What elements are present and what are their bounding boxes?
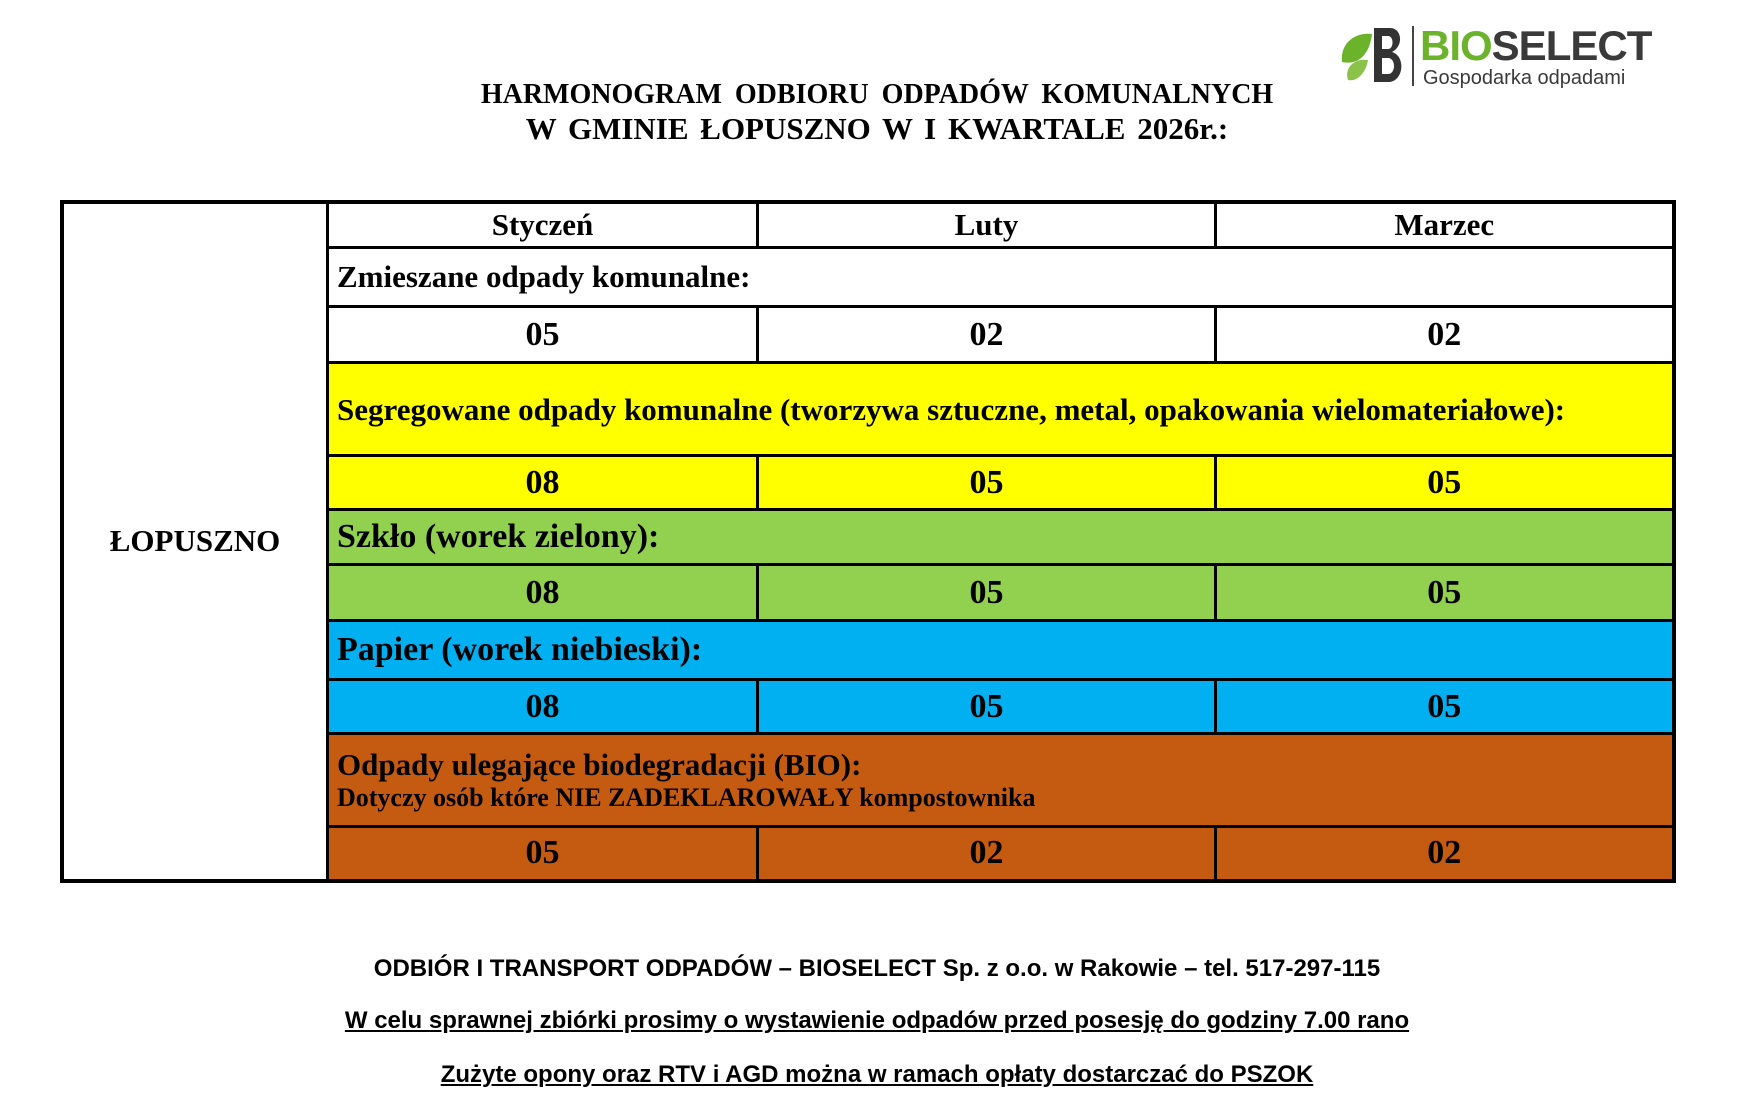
pickup-day: 08 [328, 565, 758, 621]
pickup-day: 05 [328, 827, 758, 881]
logo-brand-name: BIOSELECT [1420, 22, 1652, 69]
pickup-day: 05 [1216, 456, 1674, 510]
pickup-day: 05 [758, 680, 1216, 734]
month-header: Styczeń [328, 202, 758, 248]
page-title-line1: HARMONOGRAM ODBIORU ODPADÓW KOMUNALNYCH [480, 79, 1274, 110]
logo-divider [1412, 26, 1414, 86]
pickup-day: 05 [758, 456, 1216, 510]
category-label: Zmieszane odpady komunalne: [328, 248, 1674, 307]
category-label: Szkło (worek zielony): [328, 510, 1674, 565]
pickup-day: 08 [328, 680, 758, 734]
category-sublabel: Dotyczy osób które NIE ZADEKLAROWAŁY kompostownika [337, 783, 1036, 812]
pickup-day: 05 [328, 307, 758, 363]
logo-tagline: Gospodarka odpadami [1423, 67, 1626, 89]
footer-notice: W celu sprawnej zbiórki prosimy o wystawienie odpadów przed posesję do godziny 7.00 rano [344, 1007, 1410, 1034]
pickup-day: 05 [1216, 680, 1674, 734]
month-header-row [62, 202, 1674, 248]
schedule-table [60, 200, 1676, 883]
category-label: Segregowane odpady komunalne (tworzywa sztuczne, metal, opakowania wielomateriałowe): [328, 363, 1674, 456]
pickup-day: 02 [1216, 827, 1674, 881]
page-title-line2: W GMINIE ŁOPUSZNO W I KWARTALE 2026r.: [525, 111, 1229, 146]
pickup-day: 05 [758, 565, 1216, 621]
category-label: Odpady ulegające biodegradacji (BIO): [337, 747, 862, 782]
pickup-day: 08 [328, 456, 758, 510]
footer-pszok-info: Zużyte opony oraz RTV i AGD można w ramach opłaty dostarczać do PSZOK [440, 1061, 1314, 1088]
footer-contact: ODBIÓR I TRANSPORT ODPADÓW – BIOSELECT Sp. z o.o. w Rakowie – tel. 517-297-115 [373, 955, 1381, 982]
pickup-day: 02 [758, 307, 1216, 363]
category-label-cell [328, 734, 1674, 827]
pickup-day: 05 [1216, 565, 1674, 621]
month-header: Marzec [1216, 202, 1674, 248]
category-label: Papier (worek niebieski): [328, 621, 1674, 680]
pickup-day: 02 [1216, 307, 1674, 363]
month-header: Luty [758, 202, 1216, 248]
pickup-day: 02 [758, 827, 1216, 881]
town-name: ŁOPUSZNO [62, 202, 328, 881]
